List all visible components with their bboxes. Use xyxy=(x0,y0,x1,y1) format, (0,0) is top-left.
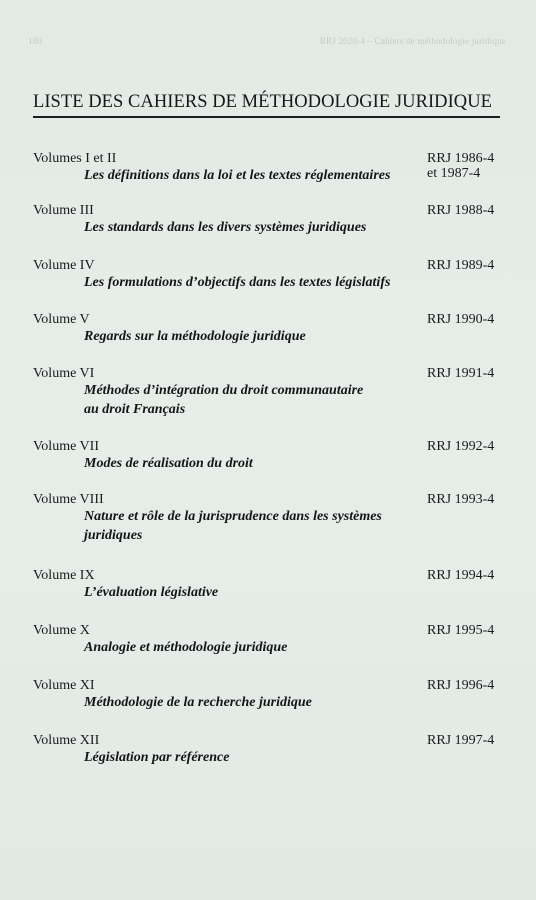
reference-label: RRJ 1993-4 xyxy=(427,492,495,507)
volume-label: Volume IV xyxy=(33,258,95,273)
volume-label: Volume III xyxy=(33,203,94,218)
volume-label: Volume X xyxy=(33,623,90,638)
volume-label: Volume XI xyxy=(33,678,95,693)
volume-subject: Législation par référence xyxy=(84,750,230,765)
header-page-number: 180 xyxy=(28,36,43,46)
volume-subject: Regards sur la méthodologie juridique xyxy=(84,329,306,344)
reference-label: RRJ 1995-4 xyxy=(427,623,495,638)
volume-subject: Nature et rôle de la jurisprudence dans les systèmes juridiques xyxy=(84,509,382,543)
page-title: LISTE DES CAHIERS DE MÉTHODOLOGIE JURIDIQUE xyxy=(33,92,492,112)
volume-label: Volumes I et II xyxy=(33,151,117,166)
reference-label: RRJ 1988-4 xyxy=(427,203,495,218)
reference-label: RRJ 1994-4 xyxy=(427,568,495,583)
reference-label-secondary: et 1987-4 xyxy=(427,166,481,181)
volume-label: Volume VIII xyxy=(33,492,104,507)
reference-label: RRJ 1986-4 xyxy=(427,151,495,166)
volume-subject: Modes de réalisation du droit xyxy=(84,456,253,471)
reference-label: RRJ 1997-4 xyxy=(427,733,495,748)
volume-label: Volume XII xyxy=(33,733,100,748)
header-running-title: RRJ 2020-4 – Cahiers de méthodologie juridique xyxy=(319,36,506,46)
volume-subject: L’évaluation législative xyxy=(84,585,219,600)
volume-subject: Les formulations d’objectifs dans les textes législatifs xyxy=(84,275,391,290)
volume-subject: Les standards dans les divers systèmes juridiques xyxy=(84,220,367,235)
volume-subject: Analogie et méthodologie juridique xyxy=(84,640,288,655)
volume-subject: Méthodologie de la recherche juridique xyxy=(84,695,312,710)
reference-label: RRJ 1992-4 xyxy=(427,439,495,454)
volume-subject: Méthodes d’intégration du droit communautaire au droit Français xyxy=(84,383,364,417)
reference-label: RRJ 1990-4 xyxy=(427,312,495,327)
volume-subject: Les définitions dans la loi et les textes réglementaires xyxy=(84,168,391,183)
reference-label: RRJ 1996-4 xyxy=(427,678,495,693)
volume-label: Volume VII xyxy=(33,439,99,454)
volume-label: Volume VI xyxy=(33,366,95,381)
reference-label: RRJ 1989-4 xyxy=(427,258,495,273)
volume-label: Volume V xyxy=(33,312,90,327)
title-underline xyxy=(33,116,500,118)
reference-label: RRJ 1991-4 xyxy=(427,366,495,381)
volume-label: Volume IX xyxy=(33,568,95,583)
